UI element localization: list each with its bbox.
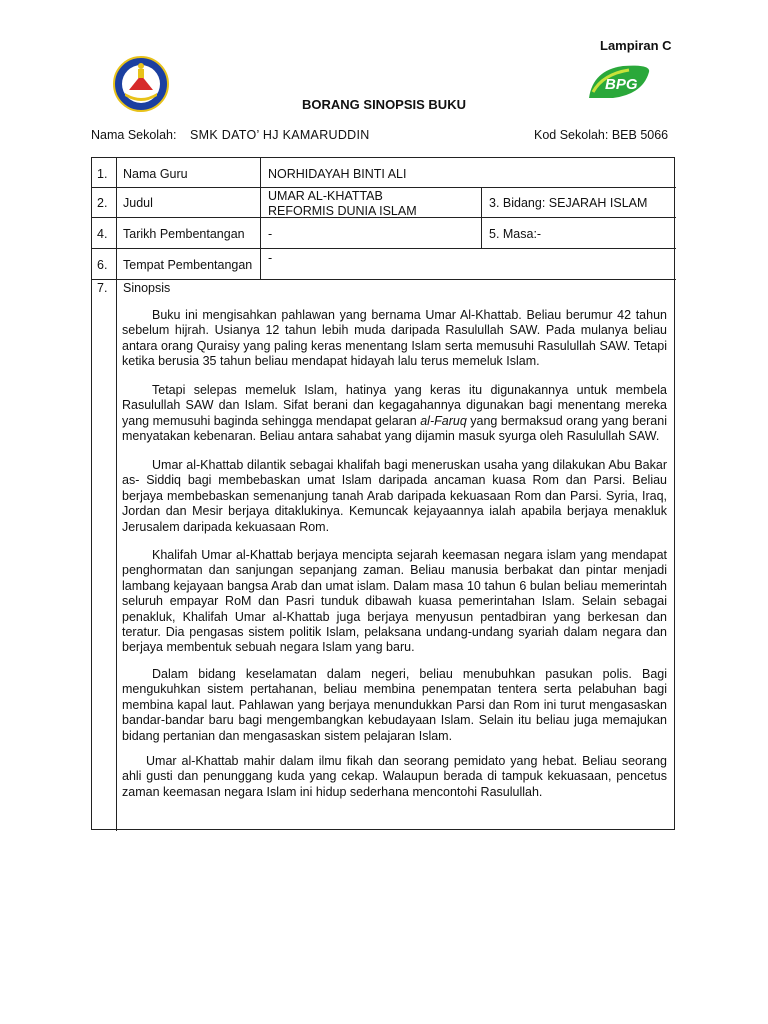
synopsis-text: Khalifah Umar al-Khattab berjaya mencipta sejarah keemasan negara islam yang mendapat penghormatan dan sanjungan sepanjang zaman. Beliau manusia berbakat dan pintar menjadi lambang kejayaan bangsa Arab dan umat islam. Dalam masa 10 tahun 6 bulan beliau memerintah seluruh empayar RoM dan Pasri tunduk dibawah kuasa pemerintahan Islam. Selain sebagai penakluk, Khalifah Umar al-Khattab juga berjaya menyusun pentadbiran yang berkesan dan teratur. Dia pengasas sistem politik Islam, pelaksana undang-undang syariah dalam negara dan berjaya membentuk sebuah negara Islam yang baru. — [122, 548, 667, 655]
row-divider-1 — [92, 187, 676, 188]
row-number: 4. — [97, 227, 108, 241]
synopsis-text: Umar al-Khattab dilantik sebagai khalifah bagi meneruskan usaha yang dilakukan Abu Bakar as- Siddiq bagi membebaskan umat Islam daripada ancaman kuasa Rom dan Parsi. Beliau berjaya membebaskan semenanjung tanah Arab daripada kekuasaan Rom dan Parsi. Syria, Iraq, Jordan dan Mesir berjaya ditaklukinya. Kemuncak kejayaannya ialah apabila berjaya menakluk Jerusalem daripada kekuasaan Rom. — [122, 458, 667, 534]
presentation-date-label: Tarikh Pembentangan — [123, 227, 245, 241]
teacher-name-label: Nama Guru — [123, 167, 188, 181]
title-value-line1: UMAR AL-KHATTAB — [268, 189, 383, 203]
time-value: 5. Masa:- — [489, 227, 542, 241]
synopsis-text: Buku ini mengisahkan pahlawan yang bernama Umar Al-Khattab. Beliau berumur 42 tahun sebelum hijrah. Usianya 12 tahun lebih muda daripada Rasulullah SAW. Pada mulanya beliau antara orang Quraisy yang paling keras menentang Islam serta memusuhi Rasulullah SAW. Tetapi ketika berusia 35 tahun beliau mendapat hidayah lalu terus memeluk Islam. — [122, 308, 667, 369]
synopsis-text: Umar al-Khattab mahir dalam ilmu fikah dan seorang pemidato yang hebat. Beliau seorang ahli gusti dan penunggang kuda yang cekap. Walaupun berada di tampuk kekuasaan, pencetus zaman keemasan negara Islam ini hidup sederhana mencontohi Rasulullah. — [122, 754, 667, 799]
synopsis-label: Sinopsis — [123, 281, 171, 295]
row-divider-4 — [92, 279, 676, 280]
presentation-place-label: Tempat Pembentangan — [123, 258, 253, 272]
col-divider-label — [260, 158, 261, 279]
row-number: 2. — [97, 196, 108, 210]
col-divider-number — [116, 158, 117, 831]
synopsis-paragraph-2 — [122, 383, 667, 445]
title-label: Judul — [123, 196, 153, 210]
row-number: 7. — [97, 281, 108, 295]
bpg-logo-text: BPG — [605, 76, 638, 93]
appendix-label: Lampiran C — [600, 38, 672, 53]
bpg-logo — [583, 62, 655, 102]
presentation-place-value: - — [268, 251, 273, 265]
row-divider-3 — [92, 248, 676, 249]
field-value: 3. Bidang: SEJARAH ISLAM — [489, 196, 648, 210]
synopsis-paragraph-1 — [122, 308, 667, 370]
synopsis-text: yang bermaksud orang yang berani menyatakan kebenaran. Beliau antara sahabat yang dijamin masuk syurga oleh Rasulullah SAW. — [122, 413, 667, 444]
synopsis-paragraph-6 — [122, 754, 667, 800]
title-value-line2: REFORMIS DUNIA ISLAM — [268, 204, 417, 218]
school-code: Kod Sekolah: BEB 5066 — [534, 128, 669, 142]
teacher-name-value: NORHIDAYAH BINTI ALI — [268, 167, 407, 181]
school-name-value: SMK DATO’ HJ KAMARUDDIN — [190, 128, 370, 142]
presentation-date-value: - — [268, 227, 273, 241]
synopsis-paragraph-5 — [122, 667, 667, 744]
synopsis-paragraph-3 — [122, 458, 667, 535]
synopsis-paragraph-4 — [122, 548, 667, 656]
row-number: 6. — [97, 258, 108, 272]
synopsis-text: Dalam bidang keselamatan dalam negeri, beliau menubuhkan pasukan polis. Bagi mengukuhkan sistem pertahanan, beliau membina penempatan tentera serta pelabuhan bagi membina kapal laut. Pahlawan yang berjaya menundukkan Parsi dan Rom ini turut mengasaskan bandar-bandar baru bagi mengembangkan kebudayaan Islam. Selain itu beliau juga memajukan bidang pertanian dan mengasaskan sistem pelajaran Islam. — [122, 667, 667, 743]
school-name-label: Nama Sekolah: — [91, 128, 177, 142]
row-number: 1. — [97, 167, 108, 181]
al-faruq-title: al-Faruq — [420, 413, 467, 428]
synopsis-text: Tetapi selepas memeluk Islam, hatinya yang keras itu digunakannya untuk membela Rasulullah SAW dan Islam. Sifat berani dan kegagahannya digunakan bagi menentang mereka yang memusuhi baginda sehingga mendapat gelaran — [122, 383, 667, 428]
form-title: BORANG SINOPSIS BUKU — [302, 97, 466, 112]
